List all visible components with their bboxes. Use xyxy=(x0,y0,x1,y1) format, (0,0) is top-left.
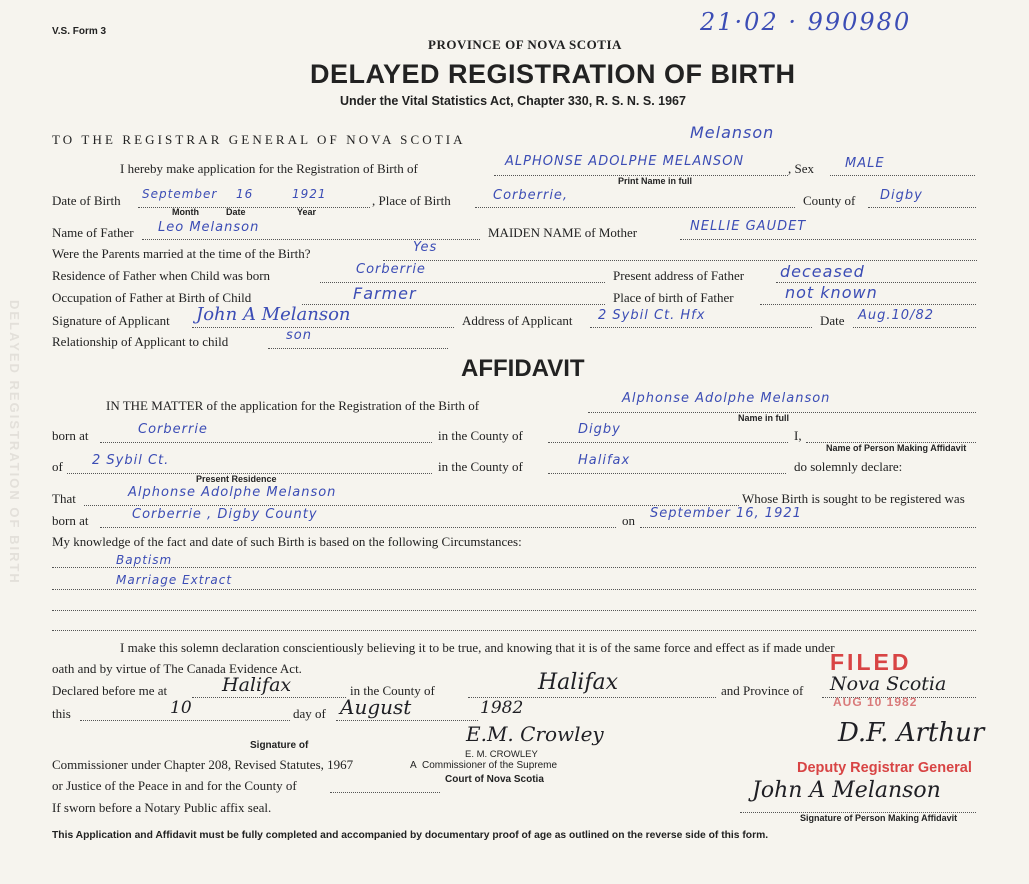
of-value: 2 Sybil Ct. xyxy=(92,453,170,468)
born-at-value: Corberrie xyxy=(138,422,208,437)
date-label: Date xyxy=(226,207,246,217)
place-value: Corberrie, xyxy=(493,188,569,203)
father-birthplace-value: not known xyxy=(785,283,878,302)
side-watermark: DELAYED REGISTRATION OF BIRTH xyxy=(7,300,22,585)
county3-label: in the County of xyxy=(350,683,435,698)
county2-value: Halifax xyxy=(578,453,631,468)
declare-text: do solemnly declare: xyxy=(794,459,903,474)
present-address-value: deceased xyxy=(780,262,865,281)
date-value: Aug.10/82 xyxy=(858,308,934,323)
child-name-value: ALPHONSE ADOLPHE MELANSON xyxy=(505,154,745,169)
residence-value: Corberrie xyxy=(356,262,426,277)
county3-value: Halifax xyxy=(538,670,619,695)
born-at2-label: born at xyxy=(52,513,89,528)
present-residence-label: Present Residence xyxy=(196,474,277,484)
day-of-label: day of xyxy=(293,706,326,721)
of-label: of xyxy=(52,459,63,474)
county2-label: in the County of xyxy=(438,459,523,474)
county-value: Digby xyxy=(880,188,923,203)
on-value: September 16, 1921 xyxy=(650,506,802,521)
sex-value: MALE xyxy=(845,156,885,171)
form-subtitle: Under the Vital Statistics Act, Chapter 330, R. S. N. S. 1967 xyxy=(340,94,686,108)
knowledge-text: My knowledge of the fact and date of such Birth is based on the following Circumstances: xyxy=(52,534,522,549)
this-label: this xyxy=(52,706,71,721)
born-at2-value: Corberrie , Digby County xyxy=(132,507,318,522)
filed-date-stamp: AUG 10 1982 xyxy=(833,695,918,709)
year-value: 1982 xyxy=(480,698,524,718)
application-intro: I hereby make application for the Registration of Birth of xyxy=(120,161,418,176)
on-label: on xyxy=(622,513,635,528)
mother-value: NELLIE GAUDET xyxy=(690,219,807,234)
whose-birth-text: Whose Birth is sought to be registered was xyxy=(742,491,965,506)
registrar-line: TO THE REGISTRAR GENERAL OF NOVA SCOTIA xyxy=(52,132,466,147)
solemn-line-1: I make this solemn declaration conscientiously believing it to be true, and knowing that it is of the same force and effect as if made under xyxy=(120,640,835,655)
footer-note: This Application and Affidavit must be fully completed and accompanied by documentary proof of age as outlined on the reverse side of this form. xyxy=(52,830,769,841)
father-birthplace-label: Place of birth of Father xyxy=(613,290,734,305)
signature-of-label: Signature of xyxy=(250,740,309,751)
person-label: Name of Person Making Affidavit xyxy=(826,443,967,453)
surname-annotation: Melanson xyxy=(690,123,775,142)
address-value: 2 Sybil Ct. Hfx xyxy=(598,308,706,323)
stamp-court: Court of Nova Scotia xyxy=(445,774,544,785)
deputy-signature: D.F. Arthur xyxy=(838,718,985,748)
dob-label: Date of Birth xyxy=(52,193,121,208)
date-label2: Date xyxy=(820,313,845,328)
signature-value: John A Melanson xyxy=(196,304,351,325)
notary-text: If sworn before a Notary Public affix seal. xyxy=(52,800,272,815)
declared-label: Declared before me at xyxy=(52,683,168,698)
province-value: Nova Scotia xyxy=(830,673,947,695)
county-label: County of xyxy=(803,193,856,208)
stamp-title-prefix: A xyxy=(410,760,417,771)
father-label: Name of Father xyxy=(52,225,134,240)
occupation-label: Occupation of Father at Birth of Child xyxy=(52,290,252,305)
county-label-affidavit: in the County of xyxy=(438,428,523,443)
i-label: I, xyxy=(794,428,802,443)
solemn-line-2: oath and by virtue of The Canada Evidence Act. xyxy=(52,661,302,676)
file-number: 21·02 · 990980 xyxy=(700,8,912,36)
this-value: 10 xyxy=(170,698,192,718)
province-heading: PROVINCE OF NOVA SCOTIA xyxy=(428,37,622,52)
circumstance-2: Marriage Extract xyxy=(116,573,233,587)
person-signature-label: Signature of Person Making Affidavit xyxy=(800,813,958,823)
born-at-label: born at xyxy=(52,428,89,443)
form-number: V.S. Form 3 xyxy=(52,26,107,37)
affidavit-title: AFFIDAVIT xyxy=(461,355,585,382)
county-value-affidavit: Digby xyxy=(578,422,621,437)
province-label: and Province of xyxy=(721,683,804,698)
stamp-title: Commissioner of the Supreme xyxy=(422,760,558,771)
month-value: August xyxy=(340,695,412,719)
print-name-label: Print Name in full xyxy=(618,176,693,186)
form-title: DELAYED REGISTRATION OF BIRTH xyxy=(310,59,796,89)
place-label: , Place of Birth xyxy=(372,193,451,208)
occupation-value: Farmer xyxy=(353,284,417,303)
sex-label: , Sex xyxy=(788,161,814,176)
married-value: Yes xyxy=(413,240,438,255)
applicant-signature: John A Melanson xyxy=(752,778,941,803)
relationship-label: Relationship of Applicant to child xyxy=(52,334,229,349)
dob-month-value: September xyxy=(142,187,218,201)
commissioner-line-2: or Justice of the Peace in and for the County of xyxy=(52,778,297,793)
commissioner-line-1: Commissioner under Chapter 208, Revised Statutes, 1967 xyxy=(52,757,354,772)
dob-year-value: 1921 xyxy=(292,187,327,201)
present-address-label: Present address of Father xyxy=(613,268,745,283)
affidavit-matter: IN THE MATTER of the application for the Registration of the Birth of xyxy=(106,398,480,413)
filed-stamp: FILED xyxy=(830,649,912,675)
month-label: Month xyxy=(172,207,199,217)
mother-label: MAIDEN NAME of Mother xyxy=(488,225,638,240)
declared-value: Halifax xyxy=(222,674,292,696)
year-label: Year xyxy=(297,207,317,217)
that-label: That xyxy=(52,491,76,506)
residence-label: Residence of Father when Child was born xyxy=(52,268,271,283)
deputy-registrar-stamp: Deputy Registrar General xyxy=(797,760,972,776)
affidavit-matter-name: Alphonse Adolphe Melanson xyxy=(622,391,831,406)
married-label: Were the Parents married at the time of the Birth? xyxy=(52,246,311,261)
signature-label: Signature of Applicant xyxy=(52,313,170,328)
name-in-full-label: Name in full xyxy=(738,413,790,423)
that-value: Alphonse Adolphe Melanson xyxy=(128,485,337,500)
stamp-name: E. M. CROWLEY xyxy=(465,749,538,760)
father-value: Leo Melanson xyxy=(158,220,260,235)
commissioner-signature: E.M. Crowley xyxy=(466,722,604,746)
relationship-value: son xyxy=(286,328,312,343)
address-label: Address of Applicant xyxy=(462,313,573,328)
dob-day-value: 16 xyxy=(236,187,254,201)
circumstance-1: Baptism xyxy=(116,553,173,567)
